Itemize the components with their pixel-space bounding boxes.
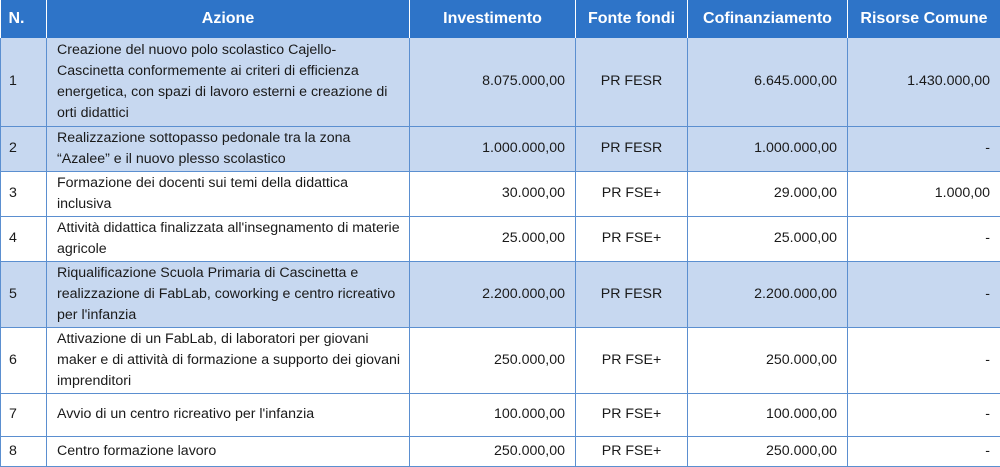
cell-cofinanziamento: 2.200.000,00 (688, 261, 848, 327)
cell-n: 8 (1, 436, 47, 466)
table-row (1, 436, 1000, 466)
header-azione: Azione (47, 0, 410, 38)
cell-investimento: 30.000,00 (410, 171, 576, 216)
cell-risorse: - (848, 327, 1000, 393)
cell-n: 6 (1, 327, 47, 393)
cell-fonte: PR FESR (576, 38, 688, 126)
cell-cofinanziamento: 250.000,00 (688, 436, 848, 466)
cell-risorse: - (848, 393, 1000, 436)
cell-cofinanziamento: 100.000,00 (688, 393, 848, 436)
header-investimento: Investimento (410, 0, 576, 38)
cell-cofinanziamento: 29.000,00 (688, 171, 848, 216)
cell-risorse: - (848, 126, 1000, 171)
cell-risorse: - (848, 261, 1000, 327)
cell-cofinanziamento: 6.645.000,00 (688, 38, 848, 126)
table-row (1, 126, 1000, 171)
cell-azione: Centro formazione lavoro (47, 436, 410, 466)
cell-investimento: 25.000,00 (410, 216, 576, 261)
table-row (1, 38, 1000, 126)
cell-fonte: PR FESR (576, 261, 688, 327)
cell-investimento: 8.075.000,00 (410, 38, 576, 126)
table-row (1, 261, 1000, 327)
cell-investimento: 250.000,00 (410, 327, 576, 393)
header-n: N. (1, 0, 47, 38)
table-row (1, 171, 1000, 216)
table-row (1, 216, 1000, 261)
cell-fonte: PR FSE+ (576, 171, 688, 216)
header-fonte: Fonte fondi (576, 0, 688, 38)
cell-fonte: PR FSE+ (576, 216, 688, 261)
cell-azione: Avvio di un centro ricreativo per l'infanzia (47, 393, 410, 436)
cell-azione: Attività didattica finalizzata all'insegnamento di materie agricole (47, 216, 410, 261)
cell-azione: Creazione del nuovo polo scolastico Cajello-Cascinetta conformemente ai criteri di efficienza energetica, con spazi di lavoro esterni e creazione di orti didattici (47, 38, 410, 126)
cell-fonte: PR FESR (576, 126, 688, 171)
cell-n: 7 (1, 393, 47, 436)
cell-risorse: - (848, 436, 1000, 466)
cell-n: 3 (1, 171, 47, 216)
cell-risorse: 1.430.000,00 (848, 38, 1000, 126)
cell-cofinanziamento: 1.000.000,00 (688, 126, 848, 171)
cell-fonte: PR FSE+ (576, 436, 688, 466)
cell-azione: Attivazione di un FabLab, di laboratori per giovani maker e di attività di formazione a supporto dei giovani imprenditori (47, 327, 410, 393)
cell-azione: Realizzazione sottopasso pedonale tra la zona “Azalee” e il nuovo plesso scolastico (47, 126, 410, 171)
header-risorse: Risorse Comune (848, 0, 1000, 38)
cell-n: 1 (1, 38, 47, 126)
cell-risorse: 1.000,00 (848, 171, 1000, 216)
header-cofinanziamento: Cofinanziamento (688, 0, 848, 38)
cell-investimento: 1.000.000,00 (410, 126, 576, 171)
table-row (1, 393, 1000, 436)
cell-investimento: 250.000,00 (410, 436, 576, 466)
cell-n: 2 (1, 126, 47, 171)
table-row (1, 327, 1000, 393)
cell-azione: Formazione dei docenti sui temi della didattica inclusiva (47, 171, 410, 216)
cell-investimento: 100.000,00 (410, 393, 576, 436)
cell-investimento: 2.200.000,00 (410, 261, 576, 327)
cell-n: 4 (1, 216, 47, 261)
cell-cofinanziamento: 25.000,00 (688, 216, 848, 261)
cell-fonte: PR FSE+ (576, 327, 688, 393)
header-row (1, 0, 1000, 38)
cell-n: 5 (1, 261, 47, 327)
cell-fonte: PR FSE+ (576, 393, 688, 436)
cell-cofinanziamento: 250.000,00 (688, 327, 848, 393)
cell-azione: Riqualificazione Scuola Primaria di Cascinetta e realizzazione di FabLab, coworking e centro ricreativo per l'infanzia (47, 261, 410, 327)
cell-risorse: - (848, 216, 1000, 261)
